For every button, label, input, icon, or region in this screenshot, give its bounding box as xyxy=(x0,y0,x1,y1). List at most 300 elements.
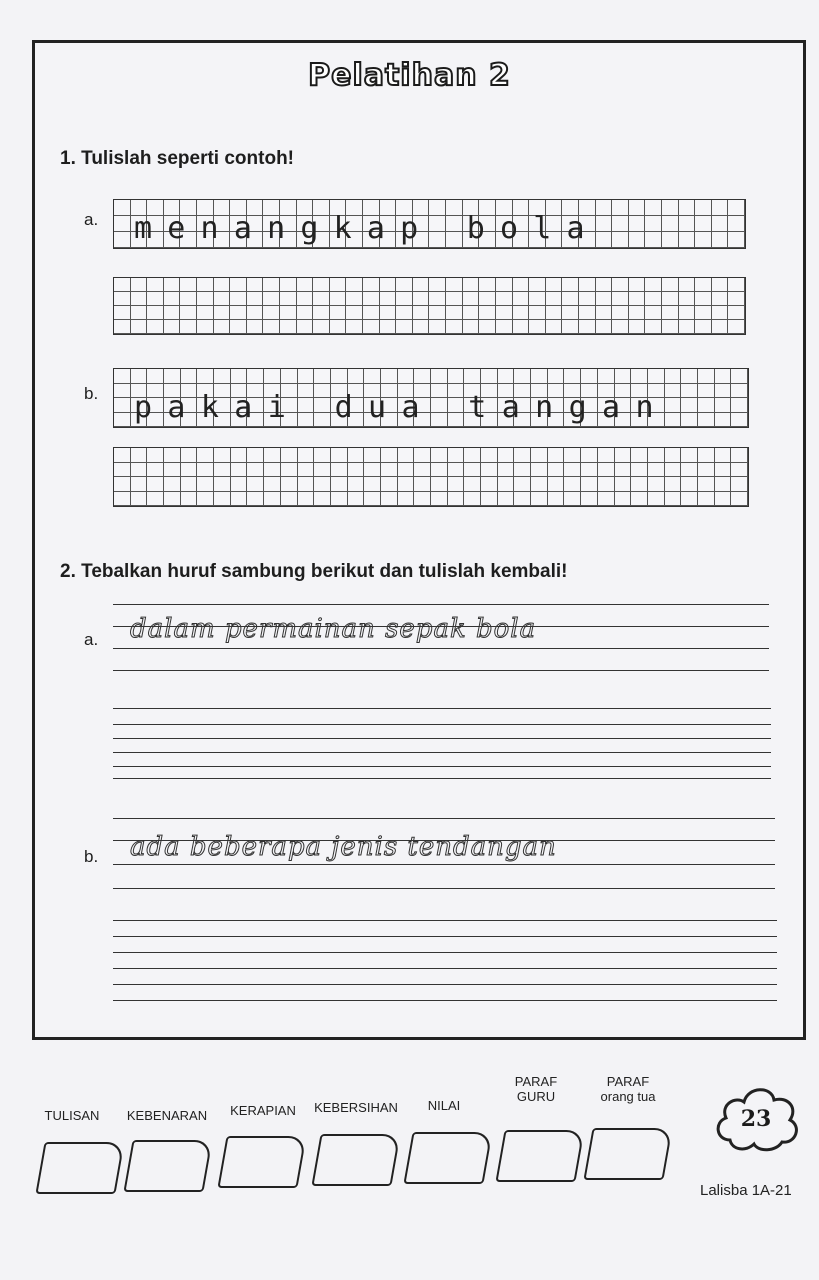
score-box-tulisan[interactable] xyxy=(35,1142,124,1194)
grid-cell xyxy=(712,306,729,320)
grid-cell xyxy=(448,384,465,399)
grid-cell xyxy=(131,278,148,292)
grid-cell xyxy=(596,292,613,306)
grid-cell xyxy=(231,369,248,384)
grid-cell xyxy=(631,369,648,384)
grid-cell xyxy=(231,492,248,507)
grid-cell xyxy=(581,448,598,463)
grid-cell xyxy=(264,448,281,463)
grid-cell xyxy=(214,369,231,384)
grid-cell xyxy=(431,384,448,399)
grid-cell xyxy=(181,369,198,384)
grid-cell xyxy=(180,278,197,292)
grid-cell xyxy=(381,398,398,413)
grid-cell xyxy=(396,278,413,292)
grid-cell xyxy=(564,369,581,384)
grid-cell xyxy=(380,200,397,216)
score-label-paraf-guru: PARAF GURU xyxy=(514,1074,558,1104)
grid-cell xyxy=(348,398,365,413)
grid-cell xyxy=(396,292,413,306)
q2-instruction: 2. Tebalkan huruf sambung berikut dan tulislah kembali! xyxy=(60,561,568,582)
grid-cell xyxy=(514,463,531,478)
grid-cell xyxy=(513,216,530,232)
grid-cell xyxy=(164,200,181,216)
grid-cell xyxy=(231,398,248,413)
grid-cell xyxy=(247,463,264,478)
grid-cell xyxy=(715,369,732,384)
grid-cell xyxy=(331,492,348,507)
grid-cell xyxy=(214,463,231,478)
grid-cell xyxy=(598,384,615,399)
grid-cell xyxy=(297,278,314,292)
grid-cell xyxy=(498,492,515,507)
grid-cell xyxy=(546,216,563,232)
grid-cell xyxy=(481,477,498,492)
grid-cell xyxy=(446,216,463,232)
grid-cell xyxy=(498,369,515,384)
grid-cell xyxy=(431,448,448,463)
grid-cell xyxy=(131,369,148,384)
score-box-kebersihan[interactable] xyxy=(311,1134,400,1186)
grid-cell xyxy=(698,492,715,507)
grid-cell xyxy=(180,200,197,216)
grid-cell xyxy=(529,200,546,216)
grid-cell xyxy=(131,398,148,413)
grid-cell xyxy=(629,216,646,232)
grid-cell xyxy=(562,200,579,216)
grid-cell xyxy=(548,398,565,413)
grid-cell xyxy=(731,369,748,384)
q1-b-practice-grid[interactable] xyxy=(113,447,749,507)
grid-cell xyxy=(615,413,632,428)
grid-cell xyxy=(147,398,164,413)
grid-cell xyxy=(247,398,264,413)
grid-cell xyxy=(479,200,496,216)
grid-cell xyxy=(448,398,465,413)
grid-cell xyxy=(612,292,629,306)
grid-cell xyxy=(114,216,131,232)
grid-cell xyxy=(498,463,515,478)
grid-cell xyxy=(364,398,381,413)
grid-cell xyxy=(131,232,148,248)
grid-cell xyxy=(596,306,613,320)
grid-cell xyxy=(348,492,365,507)
grid-cell xyxy=(645,200,662,216)
grid-cell xyxy=(264,384,281,399)
grid-cell xyxy=(446,320,463,334)
grid-cell xyxy=(348,413,365,428)
grid-cell xyxy=(264,413,281,428)
grid-cell xyxy=(298,477,315,492)
grid-cell xyxy=(314,369,331,384)
grid-cell xyxy=(615,448,632,463)
grid-cell xyxy=(479,320,496,334)
grid-cell xyxy=(463,200,480,216)
grid-cell xyxy=(331,398,348,413)
grid-cell xyxy=(581,463,598,478)
grid-cell xyxy=(263,306,280,320)
grid-cell xyxy=(581,477,598,492)
grid-cell xyxy=(645,306,662,320)
grid-cell xyxy=(698,384,715,399)
grid-cell xyxy=(548,477,565,492)
grid-cell xyxy=(330,278,347,292)
grid-cell xyxy=(464,477,481,492)
grid-cell xyxy=(712,320,729,334)
grid-cell xyxy=(281,369,298,384)
score-box-nilai[interactable] xyxy=(403,1132,492,1184)
grid-cell xyxy=(431,463,448,478)
grid-cell xyxy=(513,306,530,320)
grid-cell xyxy=(398,492,415,507)
grid-cell xyxy=(463,320,480,334)
grid-cell xyxy=(414,477,431,492)
grid-cell xyxy=(446,278,463,292)
grid-cell xyxy=(298,369,315,384)
grid-cell xyxy=(612,216,629,232)
grid-cell xyxy=(463,216,480,232)
grid-cell xyxy=(281,463,298,478)
grid-cell xyxy=(679,292,696,306)
grid-cell xyxy=(181,492,198,507)
grid-cell xyxy=(662,216,679,232)
grid-cell xyxy=(164,477,181,492)
score-label-kerapian: KERAPIAN xyxy=(230,1103,296,1118)
grid-cell xyxy=(612,200,629,216)
grid-cell xyxy=(615,492,632,507)
q2-b-practice-lines[interactable] xyxy=(113,920,777,1000)
book-code: Lalisba 1A-21 xyxy=(700,1182,792,1199)
grid-cell xyxy=(464,369,481,384)
grid-cell xyxy=(562,306,579,320)
grid-cell xyxy=(314,492,331,507)
score-label-kebenaran: KEBENARAN xyxy=(126,1108,208,1123)
grid-cell xyxy=(181,448,198,463)
grid-cell xyxy=(364,463,381,478)
grid-cell xyxy=(281,477,298,492)
q1-a-practice-grid[interactable] xyxy=(113,277,746,335)
grid-cell xyxy=(562,216,579,232)
grid-cell xyxy=(564,463,581,478)
grid-cell xyxy=(281,398,298,413)
grid-cell xyxy=(298,384,315,399)
page-number: 23 xyxy=(740,1106,772,1132)
grid-cell xyxy=(247,492,264,507)
grid-cell xyxy=(681,448,698,463)
grid-cell xyxy=(131,292,148,306)
grid-cell xyxy=(596,200,613,216)
grid-cell xyxy=(314,413,331,428)
grid-cell xyxy=(448,413,465,428)
grid-cell xyxy=(346,306,363,320)
grid-cell xyxy=(529,292,546,306)
grid-cell xyxy=(214,320,231,334)
grid-cell xyxy=(448,492,465,507)
grid-cell xyxy=(197,384,214,399)
grid-cell xyxy=(631,492,648,507)
grid-cell xyxy=(598,369,615,384)
page-number-badge xyxy=(710,1078,802,1158)
grid-cell xyxy=(581,369,598,384)
grid-cell xyxy=(631,448,648,463)
q2-a-practice-lines[interactable] xyxy=(113,708,771,778)
grid-cell xyxy=(114,200,131,216)
score-box-paraf-ortu[interactable] xyxy=(583,1128,672,1180)
grid-cell xyxy=(297,320,314,334)
grid-cell xyxy=(481,384,498,399)
grid-cell xyxy=(114,292,131,306)
grid-cell xyxy=(263,292,280,306)
grid-cell xyxy=(197,448,214,463)
grid-cell xyxy=(281,413,298,428)
grid-cell xyxy=(448,369,465,384)
grid-cell xyxy=(581,413,598,428)
grid-cell xyxy=(629,320,646,334)
grid-cell xyxy=(695,200,712,216)
grid-cell xyxy=(281,384,298,399)
grid-cell xyxy=(180,320,197,334)
grid-cell xyxy=(431,369,448,384)
grid-cell xyxy=(728,200,745,216)
grid-cell xyxy=(147,492,164,507)
grid-cell xyxy=(147,320,164,334)
grid-cell xyxy=(180,306,197,320)
grid-cell xyxy=(479,232,496,248)
grid-cell xyxy=(564,413,581,428)
grid-cell xyxy=(147,448,164,463)
grid-cell xyxy=(197,463,214,478)
grid-cell xyxy=(665,492,682,507)
grid-cell xyxy=(331,463,348,478)
grid-cell xyxy=(247,369,264,384)
grid-cell xyxy=(131,492,148,507)
grid-cell xyxy=(731,448,748,463)
grid-cell xyxy=(496,306,513,320)
grid-cell xyxy=(712,278,729,292)
grid-cell xyxy=(147,369,164,384)
grid-cell xyxy=(665,477,682,492)
grid-cell xyxy=(464,384,481,399)
grid-cell xyxy=(596,320,613,334)
grid-cell xyxy=(645,278,662,292)
grid-cell xyxy=(131,384,148,399)
grid-cell xyxy=(314,448,331,463)
q2-a-trace-text[interactable]: dalam permainan sepak bola xyxy=(130,614,537,644)
grid-cell xyxy=(629,278,646,292)
grid-cell xyxy=(313,216,330,232)
grid-cell xyxy=(181,398,198,413)
grid-cell xyxy=(413,320,430,334)
grid-cell xyxy=(197,278,214,292)
grid-cell xyxy=(648,413,665,428)
grid-cell xyxy=(463,232,480,248)
grid-cell xyxy=(681,413,698,428)
grid-cell xyxy=(348,477,365,492)
score-box-paraf-guru[interactable] xyxy=(495,1130,584,1182)
grid-cell xyxy=(498,413,515,428)
grid-cell xyxy=(645,320,662,334)
grid-cell xyxy=(264,369,281,384)
grid-cell xyxy=(396,306,413,320)
grid-cell xyxy=(263,232,280,248)
grid-cell xyxy=(429,278,446,292)
grid-cell xyxy=(346,200,363,216)
grid-cell xyxy=(398,369,415,384)
grid-cell xyxy=(728,306,745,320)
grid-cell xyxy=(681,463,698,478)
grid-cell xyxy=(231,477,248,492)
grid-cell xyxy=(596,216,613,232)
grid-cell xyxy=(662,320,679,334)
grid-cell xyxy=(698,413,715,428)
grid-cell xyxy=(413,232,430,248)
grid-cell xyxy=(429,232,446,248)
grid-cell xyxy=(529,320,546,334)
grid-cell xyxy=(529,278,546,292)
grid-cell xyxy=(197,232,214,248)
grid-cell xyxy=(429,306,446,320)
grid-cell xyxy=(598,398,615,413)
grid-cell xyxy=(481,398,498,413)
grid-cell xyxy=(579,292,596,306)
grid-cell xyxy=(612,232,629,248)
grid-cell xyxy=(413,200,430,216)
q1-b-example-text: pakai dua tangan xyxy=(134,390,669,425)
grid-cell xyxy=(114,463,131,478)
grid-cell xyxy=(414,448,431,463)
grid-cell xyxy=(715,398,732,413)
grid-cell xyxy=(398,398,415,413)
grid-cell xyxy=(264,492,281,507)
grid-cell xyxy=(481,448,498,463)
grid-cell xyxy=(180,216,197,232)
grid-cell xyxy=(164,232,181,248)
grid-cell xyxy=(564,398,581,413)
grid-cell xyxy=(398,448,415,463)
grid-cell xyxy=(114,413,131,428)
grid-cell xyxy=(695,320,712,334)
grid-cell xyxy=(230,200,247,216)
grid-cell xyxy=(679,216,696,232)
grid-cell xyxy=(164,292,181,306)
grid-cell xyxy=(631,477,648,492)
grid-cell xyxy=(363,306,380,320)
grid-cell xyxy=(612,320,629,334)
grid-cell xyxy=(662,306,679,320)
grid-cell xyxy=(579,306,596,320)
grid-cell xyxy=(330,200,347,216)
grid-cell xyxy=(214,384,231,399)
grid-cell xyxy=(297,200,314,216)
grid-cell xyxy=(448,448,465,463)
grid-cell xyxy=(562,232,579,248)
grid-cell xyxy=(564,477,581,492)
grid-cell xyxy=(230,292,247,306)
grid-cell xyxy=(381,477,398,492)
grid-cell xyxy=(413,292,430,306)
grid-cell xyxy=(197,216,214,232)
grid-cell xyxy=(513,292,530,306)
grid-cell xyxy=(164,216,181,232)
grid-cell xyxy=(414,492,431,507)
grid-cell xyxy=(645,232,662,248)
grid-cell xyxy=(414,398,431,413)
grid-cell xyxy=(131,448,148,463)
grid-cell xyxy=(596,278,613,292)
grid-cell xyxy=(298,398,315,413)
grid-cell xyxy=(631,384,648,399)
grid-cell xyxy=(214,232,231,248)
grid-cell xyxy=(247,320,264,334)
grid-cell xyxy=(695,216,712,232)
grid-cell xyxy=(581,492,598,507)
grid-cell xyxy=(546,200,563,216)
grid-cell xyxy=(496,278,513,292)
grid-cell xyxy=(731,384,748,399)
grid-cell xyxy=(197,477,214,492)
grid-cell xyxy=(698,477,715,492)
grid-cell xyxy=(715,492,732,507)
grid-cell xyxy=(114,492,131,507)
score-box-kerapian[interactable] xyxy=(217,1136,306,1188)
grid-cell xyxy=(214,292,231,306)
grid-cell xyxy=(579,278,596,292)
grid-cell xyxy=(364,448,381,463)
grid-cell xyxy=(346,292,363,306)
grid-cell xyxy=(579,200,596,216)
grid-cell xyxy=(314,463,331,478)
grid-cell xyxy=(363,320,380,334)
grid-cell xyxy=(629,232,646,248)
grid-cell xyxy=(381,492,398,507)
grid-cell xyxy=(712,292,729,306)
grid-cell xyxy=(181,384,198,399)
grid-cell xyxy=(464,463,481,478)
grid-cell xyxy=(645,216,662,232)
grid-cell xyxy=(281,492,298,507)
grid-cell xyxy=(131,477,148,492)
grid-cell xyxy=(615,398,632,413)
score-box-kebenaran[interactable] xyxy=(123,1140,212,1192)
grid-cell xyxy=(715,463,732,478)
grid-cell xyxy=(131,413,148,428)
grid-cell xyxy=(180,232,197,248)
grid-cell xyxy=(164,492,181,507)
grid-cell xyxy=(280,216,297,232)
grid-cell xyxy=(548,448,565,463)
grid-cell xyxy=(164,448,181,463)
grid-cell xyxy=(479,306,496,320)
grid-cell xyxy=(247,413,264,428)
grid-cell xyxy=(679,200,696,216)
grid-cell xyxy=(665,463,682,478)
grid-cell xyxy=(247,200,264,216)
q2-b-trace-text[interactable]: ada beberapa jenis tendangan xyxy=(130,832,557,862)
grid-cell xyxy=(230,216,247,232)
grid-cell xyxy=(364,413,381,428)
grid-cell xyxy=(348,448,365,463)
grid-cell xyxy=(348,384,365,399)
grid-cell xyxy=(231,448,248,463)
grid-cell xyxy=(679,306,696,320)
grid-cell xyxy=(498,448,515,463)
grid-cell xyxy=(331,384,348,399)
grid-cell xyxy=(396,320,413,334)
grid-cell xyxy=(728,320,745,334)
grid-cell xyxy=(431,477,448,492)
grid-cell xyxy=(147,477,164,492)
grid-cell xyxy=(364,384,381,399)
